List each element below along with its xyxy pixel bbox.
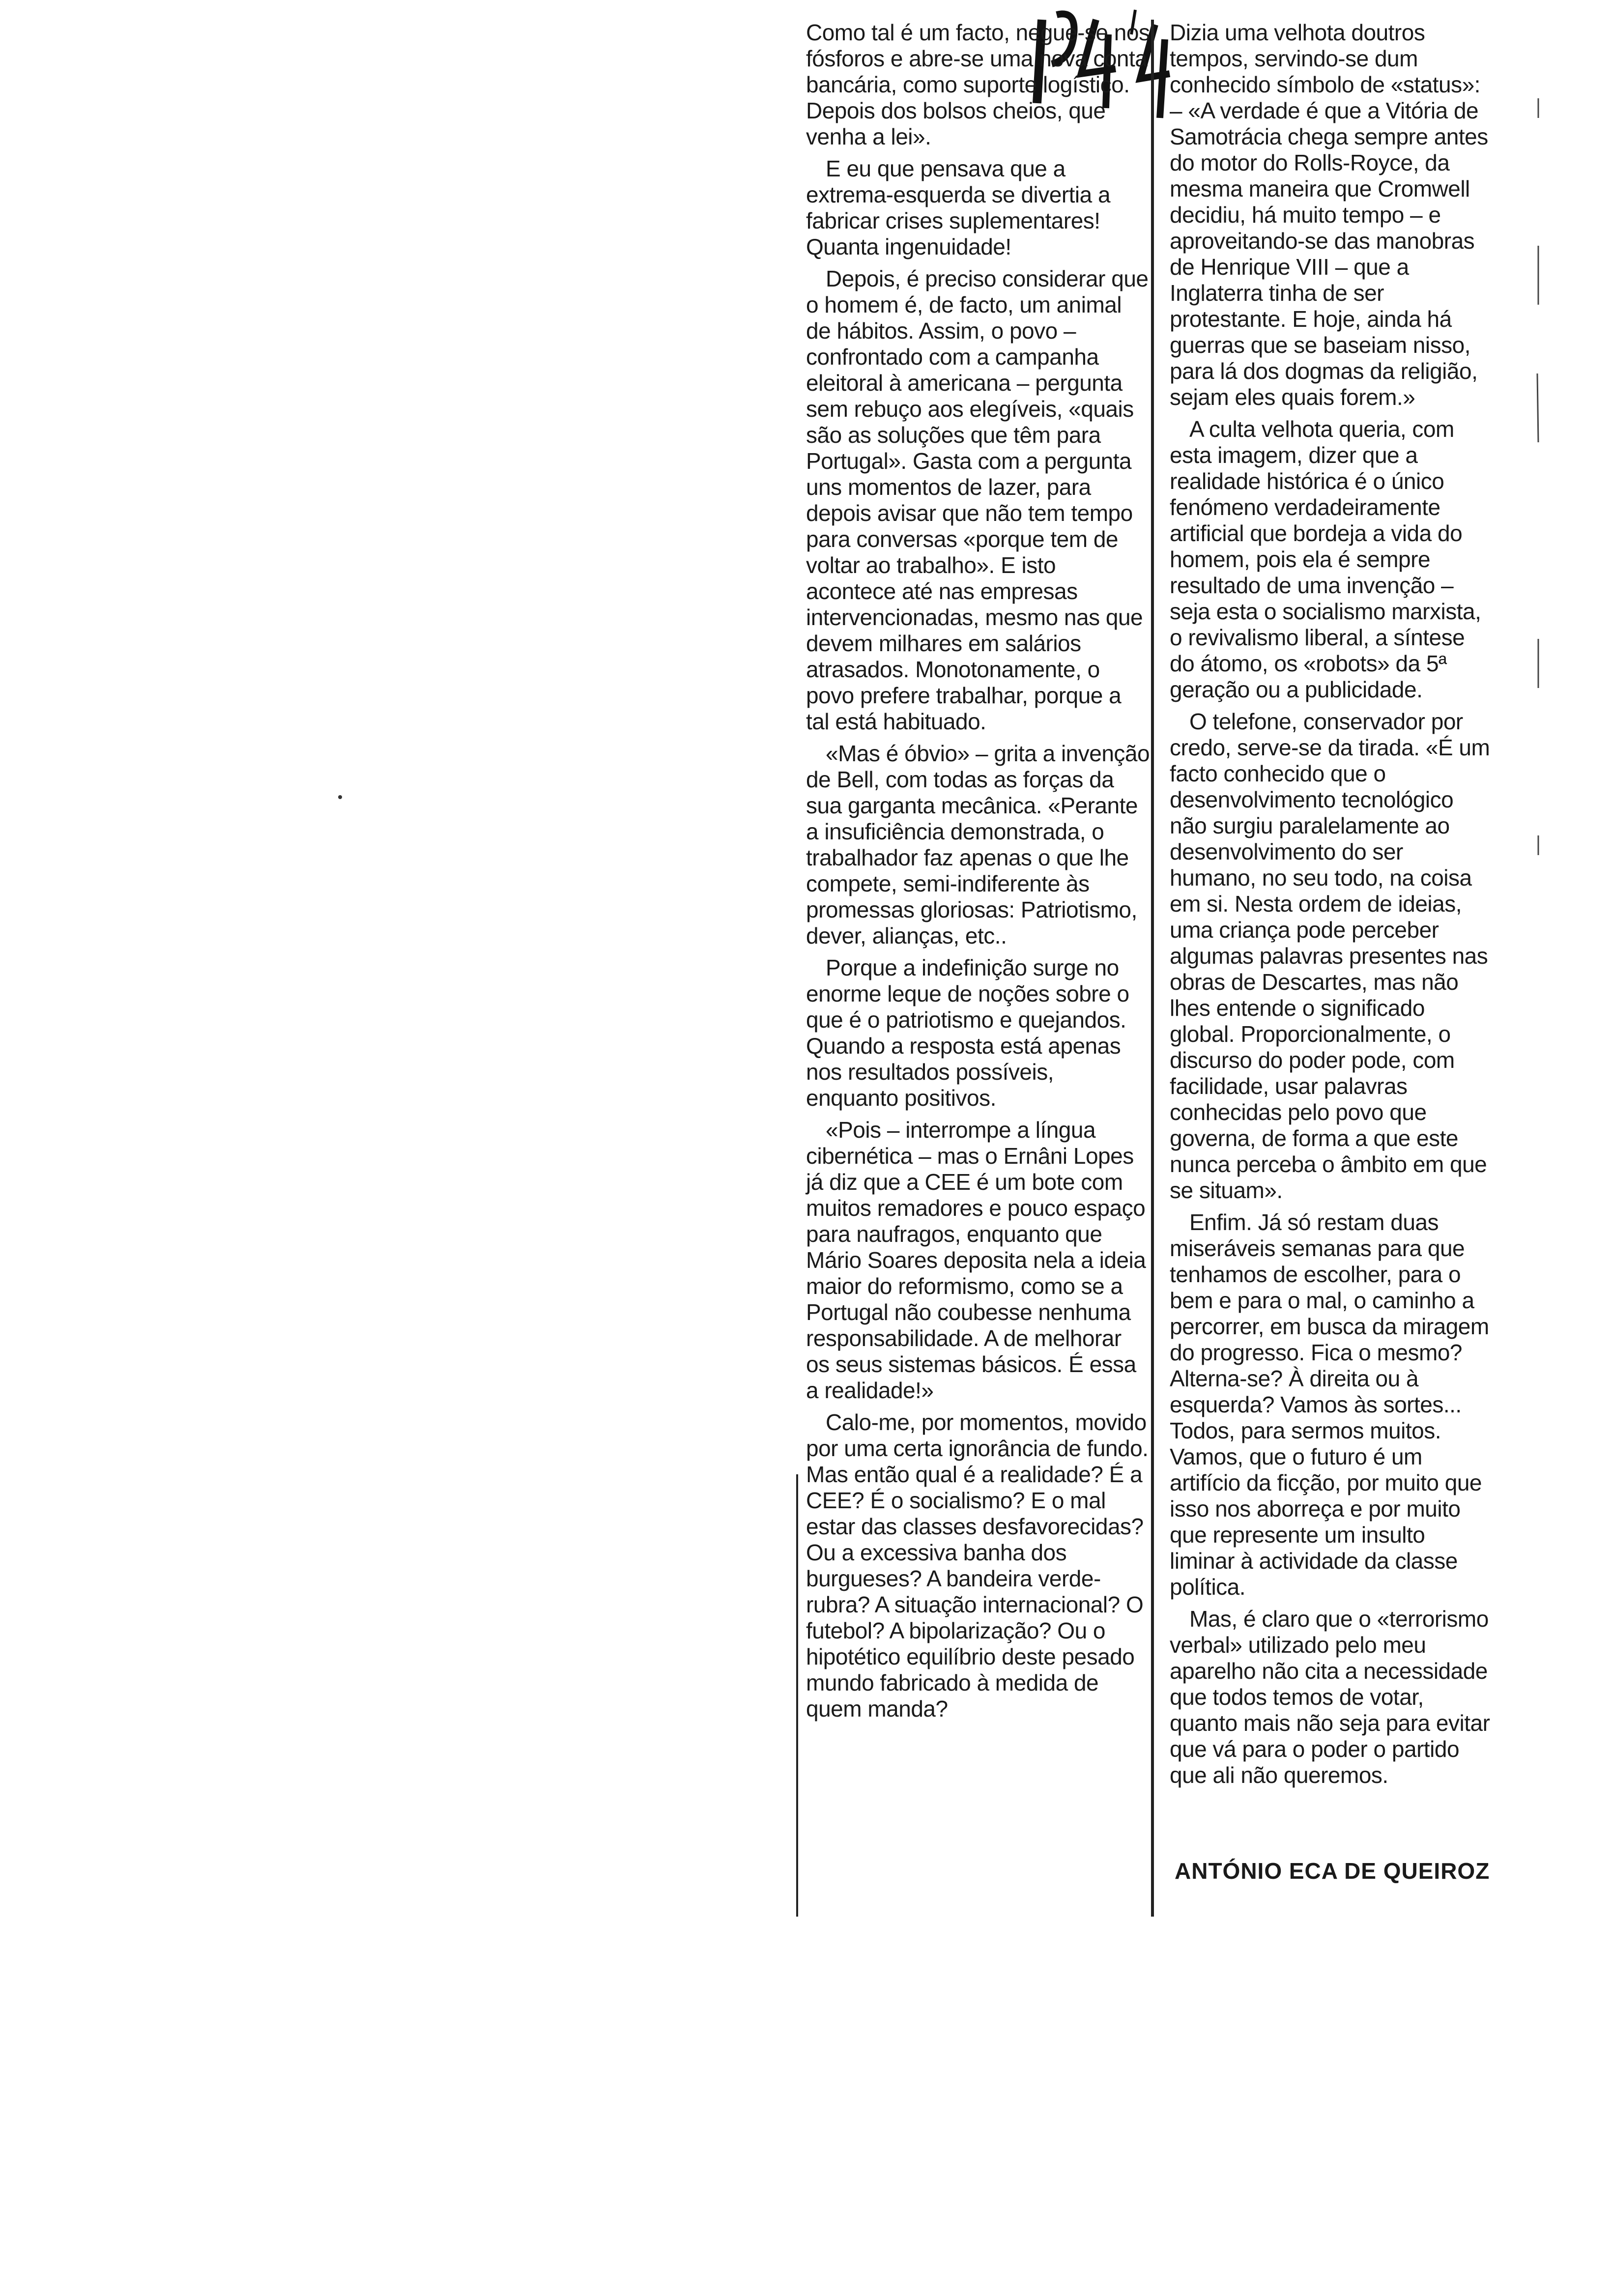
newspaper-clipping xyxy=(786,10,1504,1926)
paragraph: Calo-me, por momentos, movido por uma certa ignorância de fundo. Mas então qual é a realidade? É a CEE? É o socialismo? E o mal estar das classes desfavorecidas? Ou a excessiva banha dos burgueses? A bandeira verde-rubra? A situação internacional? O futebol? A bipolarização? Ou o hipotético equilíbrio deste pesado mundo fabricado à medida de quem manda? xyxy=(806,1409,1149,1722)
left-margin-rule xyxy=(796,1474,798,1917)
paragraph: O telefone, conservador por credo, serve-se da tirada. «É um facto conhecido que o desenvolvimento tecnológico não surgiu paralelamente ao desenvolvimento do ser humano, no seu todo, na coisa em si. Nesta ordem de ideias, uma criança pode perceber algumas palavras presentes nas obras de Descartes, mas não lhes entende o significado global. Proporcionalmente, o discurso do poder pode, com facilidade, usar palavras conhecidas pelo povo que governa, de forma a que este nunca perceba o âmbito em que se situam». xyxy=(1170,709,1490,1203)
column-divider xyxy=(1151,20,1154,1917)
author-signature: ANTÓNIO ECA DE QUEIROZ xyxy=(1175,1858,1490,1884)
left-column xyxy=(806,20,1150,1728)
paragraph: Mas, é claro que o «terrorismo verbal» utilizado pelo meu aparelho não cita a necessidade que todos temos de votar, quanto mais não seja para evitar que vá para o poder o partido que ali não queremos. xyxy=(1170,1606,1490,1788)
scan-speck xyxy=(338,795,342,799)
right-column xyxy=(1170,20,1494,1794)
paragraph: A culta velhota queria, com esta imagem, dizer que a realidade histórica é o único fenómeno verdadeiramente artificial que bordeja a vida do homem, pois ela é sempre resultado de uma invenção – seja esta o socialismo marxista, o revivalismo liberal, a síntese do átomo, os «robots» da 5ª geração ou a publicidade. xyxy=(1170,416,1481,702)
paragraph: «Pois – interrompe a língua cibernética – mas o Ernâni Lopes já diz que a CEE é um bote com muitos remadores e pouco espaço para naufragos, enquanto que Mário Soares deposita nela a ideia maior do reformismo, como se a Portugal não coubesse nenhuma responsabilidade. A de melhorar os seus sistemas básicos. É essa a realidade!» xyxy=(806,1117,1146,1403)
paragraph: Como tal é um facto, negue-se nos fósforos e abre-se uma nova conta bancária, como suporte logístico. Depois dos bolsos cheios, que venha a lei». xyxy=(806,20,1150,149)
paragraph: Porque a indefinição surge no enorme leque de noções sobre o que é o patriotismo e quejandos. Quando a resposta está apenas nos resultados possíveis, enquanto positivos. xyxy=(806,955,1129,1111)
scan-edge-marks-icon xyxy=(1533,98,1543,983)
paragraph: «Mas é óbvio» – grita a invenção de Bell, com todas as forças da sua garganta mecânica. «Perante a insuficiência demonstrada, o trabalhador faz apenas o que lhe compete, semi-indiferente às promessas gloriosas: Patriotismo, dever, alianças, etc.. xyxy=(806,741,1150,948)
paragraph: Depois, é preciso considerar que o homem é, de facto, um animal de hábitos. Assim, o povo – confrontado com a campanha eleitoral à americana – pergunta sem rebuço aos elegíveis, «quais são as soluções que têm para Portugal». Gasta com a pergunta uns momentos de lazer, para depois avisar que não tem tempo para conversas «porque tem de voltar ao trabalho». E isto acontece até nas empresas intervencionadas, mesmo nas que devem milhares em salários atrasados. Monotonamente, o povo prefere trabalhar, porque a tal está habituado. xyxy=(806,266,1149,734)
paragraph: Enfim. Já só restam duas miseráveis semanas para que tenhamos de escolher, para o bem e para o mal, o caminho a percorrer, em busca da miragem do progresso. Fica o mesmo? Alterna-se? À direita ou à esquerda? Vamos às sortes... Todos, para sermos muitos. Vamos, que o futuro é um artifício da ficção, por muito que isso nos aborreça e por muito que represente um insulto liminar à actividade da classe política. xyxy=(1170,1209,1489,1600)
paragraph: E eu que pensava que a extrema-esquerda se divertia a fabricar crises suplementares! Quanta ingenuidade! xyxy=(806,156,1111,259)
paragraph: Dizia uma velhota doutros tempos, servindo-se dum conhecido símbolo de «status»: – «A verdade é que a Vitória de Samotrácia chega sempre antes do motor do Rolls-Royce, da mesma maneira que Cromwell decidiu, há muito tempo – e aproveitando-se das manobras de Henrique VIII – que a Inglaterra tinha de ser protestante. E hoje, ainda há guerras que se baseiam nisso, para lá dos dogmas da religião, sejam eles quais forem.» xyxy=(1170,20,1488,410)
